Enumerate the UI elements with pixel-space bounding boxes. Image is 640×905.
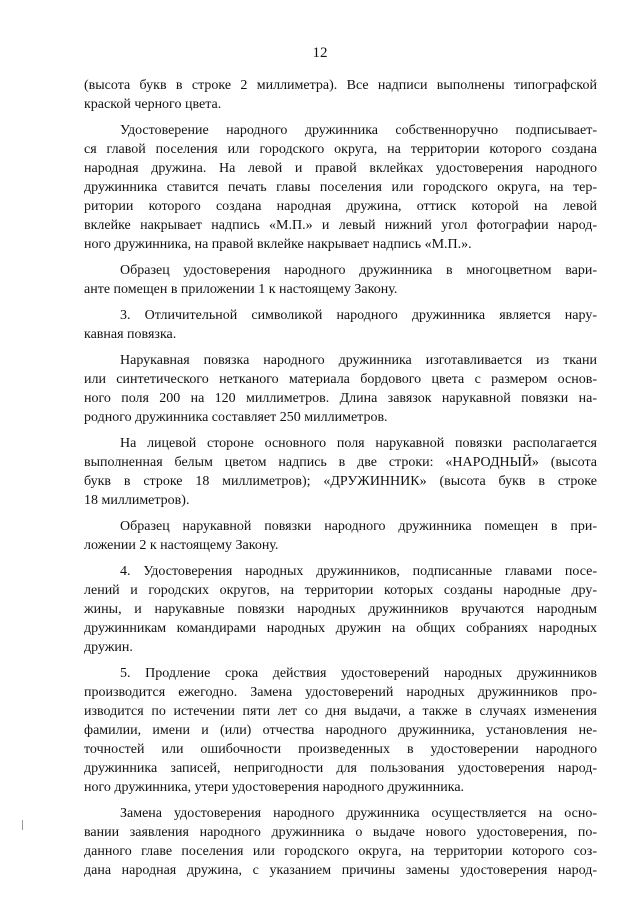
page-number: 12	[312, 45, 328, 61]
text-line: букв в строке 18 миллиметров); «ДРУЖИННИК» (высота букв в строке	[84, 474, 597, 489]
text-line: народная дружина. На левой и правой вклейках удостоверения народного	[84, 161, 597, 176]
text-line: ного дружинника, утери удостоверения народного дружинника.	[84, 780, 465, 795]
paragraph	[84, 261, 597, 299]
text-line: (высота букв в строке 2 миллиметра). Все надписи выполнены типографской	[84, 78, 597, 93]
text-line: ся главой поселения или городского округа, на территории которого создана	[84, 142, 597, 157]
text-line: точностей или ошибочности произведенных в удостоверении народного	[84, 742, 597, 757]
text-line: кавная повязка.	[84, 327, 177, 342]
margin-mark	[22, 820, 23, 830]
text-line: Замена удостоверения народного дружинника осуществляется на осно-	[120, 806, 597, 821]
text-line: родного дружинника составляет 250 миллиметров.	[84, 410, 388, 425]
text-line: 5. Продление срока действия удостоверений народных дружинников	[120, 666, 597, 681]
text-line: жины, и нарукавные повязки народных дружинников вручаются народным	[84, 602, 597, 617]
text-line: ного поля 200 на 120 миллиметров. Длина завязок нарукавной повязки на-	[84, 391, 597, 406]
text-line: или синтетического нетканого материала бордового цвета с размером основ-	[84, 372, 597, 387]
text-line: данного главе поселения или городского округа, на территории которого соз-	[84, 844, 597, 859]
text-line: вклейке накрывает надпись «М.П.» и левый нижний угол фотографии народ-	[84, 218, 597, 233]
paragraph	[84, 804, 597, 880]
text-line: вании заявления народного дружинника о выдаче нового удостоверения, по-	[84, 825, 597, 840]
text-line: ного дружинника, на правой вклейке накрывает надпись «М.П.».	[84, 237, 472, 252]
paragraph	[84, 306, 597, 344]
text-line: Образец удостоверения народного дружинника в многоцветном вари-	[120, 263, 597, 278]
text-line: Нарукавная повязка народного дружинника изготавливается из ткани	[120, 353, 597, 368]
text-line: 3. Отличительной символикой народного дружинника является нару-	[120, 308, 597, 323]
text-line: изводится по истечении пяти лет со дня выдачи, а также в случаях изменения	[84, 704, 597, 719]
text-line: ритории которого создана народная дружина, оттиск которой на левой	[84, 199, 597, 214]
text-line: 4. Удостоверения народных дружинников, подписанные главами посе-	[120, 564, 597, 579]
text-line: анте помещен в приложении 1 к настоящему Закону.	[84, 282, 398, 297]
text-line: ложении 2 к настоящему Закону.	[84, 538, 279, 553]
paragraph	[84, 664, 597, 797]
paragraph	[84, 76, 597, 114]
text-line: Образец нарукавной повязки народного дружинника помещен в при-	[120, 519, 597, 534]
text-line: дружинника записей, непригодности для пользования удостоверения народ-	[84, 761, 597, 776]
text-line: На лицевой стороне основного поля нарукавной повязки располагается	[120, 436, 597, 451]
text-line: выполненная белым цветом надпись в две строки: «НАРОДНЫЙ» (высота	[84, 455, 597, 470]
text-line: дружинника ставится печать главы поселения или городского округа, на тер-	[84, 180, 597, 195]
text-line: 18 миллиметров).	[84, 493, 190, 508]
text-line: фамилии, имени и (или) отчества народного дружинника, установления не-	[84, 723, 597, 738]
text-line: лений и городских округов, на территории которых созданы народные дру-	[84, 583, 597, 598]
text-line: краской черного цвета.	[84, 97, 222, 112]
text-line: дружинникам командирами народных дружин на общих собраниях народных	[84, 621, 597, 636]
paragraph	[84, 121, 597, 254]
paragraph	[84, 517, 597, 555]
text-line: дана народная дружина, с указанием причины замены удостоверения народ-	[84, 863, 597, 878]
body-text	[84, 76, 597, 887]
text-line: Удостоверение народного дружинника собственноручно подписывает-	[120, 123, 597, 138]
text-line: производится ежегодно. Замена удостоверений народных дружинников про-	[84, 685, 597, 700]
paragraph	[84, 434, 597, 510]
paragraph	[84, 562, 597, 657]
paragraph	[84, 351, 597, 427]
text-line: дружин.	[84, 640, 133, 655]
